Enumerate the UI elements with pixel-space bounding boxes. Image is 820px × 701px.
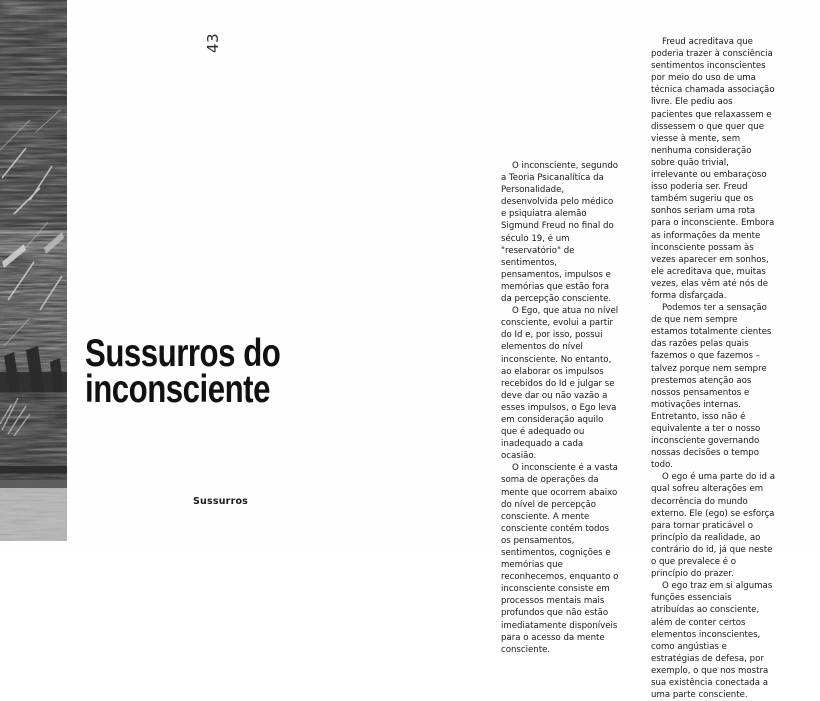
body-paragraph: O Ego, que atua no nível consciente, evolui a partir do Id e, por isso, possui elementos do nível inconsciente. No entanto, ao elaborar os impulsos recebidos do Id e julgar se deve dar ou não vazão a esses impulsos, o Ego leva em consideração aquilo que é adequado ou inadequado a cada ocasião.: [501, 306, 619, 462]
body-paragraph: O inconsciente, segundo a Teoria Psicanalítica da Personalidade, desenvolvida pelo médico e psiquiatra alemão Sigmund Freud no final do século 19, é um "reservatório" de sentimentos, pensamentos, impulsos e memórias que estão fora da percepção consciente.: [501, 161, 619, 305]
body-paragraph: Podemos ter a sensação de que nem sempre estamos totalmente cientes das razões pelas quais fazemos o que fazemos – talvez porque nem sempre prestemos atenção aos nossos pensamentos e motivações internas. Entretanto, isso não é equivalente a ter o nosso inconsciente governando nossas decisões o tempo todo.: [651, 303, 772, 471]
body-paragraph: O ego é uma parte do id a qual sofreu alterações em decorrência do mundo externo. Ele (ego) se esforça para tornar praticável o princípio da realidade, ao contrário do id, já que neste o que prevalece é o princípio do prazer.: [651, 472, 775, 580]
page-title: [85, 332, 349, 412]
body-paragraph: O inconsciente é a vasta soma de operações da mente que ocorrem abaixo do nível de percepção consciente. A mente consciente contém todos os pensamentos, sentimentos, cognições e memórias que reconhecemos, enquanto o inconsciente consiste em processos mentais mais profundos que não estão imediatamente disponíveis para o acesso da mente consciente.: [501, 463, 619, 655]
running-footer: Sussurros: [193, 496, 249, 507]
page-title-line-1: Sussurros do: [85, 332, 281, 376]
page-number: 43: [204, 32, 222, 54]
page-title-line-2: inconsciente: [85, 368, 270, 412]
body-column-two: [651, 36, 775, 701]
photo-strip-grass: [0, 0, 67, 541]
body-paragraph: Freud acreditava que poderia trazer à consciência sentimentos inconscientes por meio do uso de uma técnica chamada associação livre. Ele pediu aos pacientes que relaxassem e dissessem o que quer que viesse à mente, sem nenhuma consideração sobre quão trivial, irrelevante ou embaraçoso isso poderia ser. Freud também sugeriu que os sonhos seriam uma rota para o inconsciente. Embora as informações da mente inconsciente possam às vezes aparecer em sonhos, ele acreditava que, muitas vezes, elas vêm até nós de forma disfarçada.: [651, 37, 775, 301]
body-column-one: [501, 160, 619, 656]
body-paragraph: O ego traz em si algumas funções essenciais atribuídas ao consciente, além de conter certos elementos inconscientes, como angústias e estratégias de defesa, por exemplo, o que nos mostra sua existência conectada a uma parte consciente.: [651, 581, 773, 701]
